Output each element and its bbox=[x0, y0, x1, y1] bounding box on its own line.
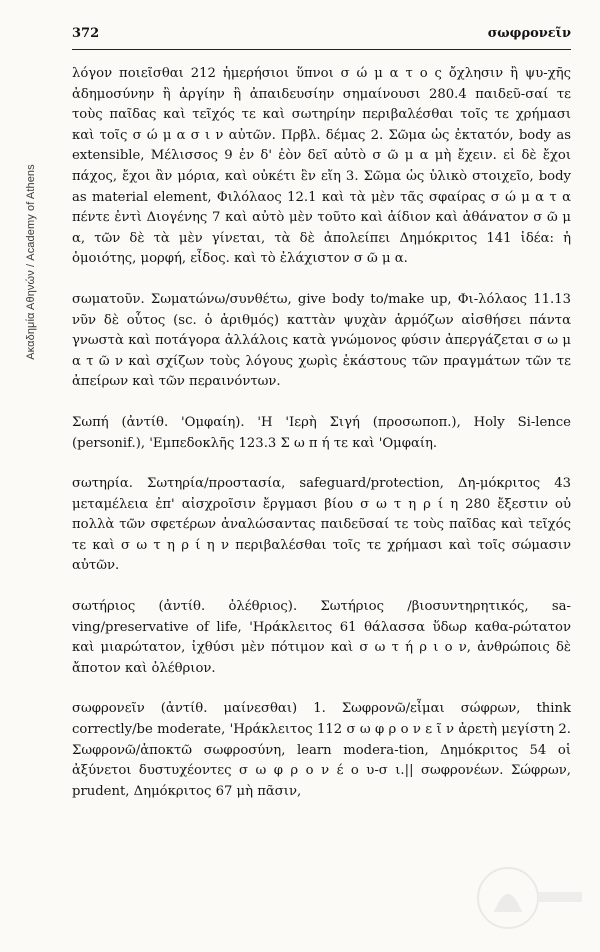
entry-text: Σωπή (ἀντίθ. 'Ομφαίη). 'Η 'Ιερὴ Σιγή (προσωποπ.), Holy Si-lence (personif.), 'Εμπεδοκλῆς 123.3 Σ ω π ή τε καὶ 'Ομφαίη. bbox=[72, 414, 571, 451]
entry-soteria bbox=[72, 474, 571, 577]
entry-text: σωφρονεῖν (ἀντίθ. μαίνεσθαι) 1. Σωφρονῶ/εἶμαι σώφρων, think correctly/be moderate, 'Ηράκλειτος 112 σ ω φ ρ ο ν ε ῖ ν ἀρετὴ μεγίστη 2. Σωφρονῶ/ἀποκτῶ σωφροσύνη, learn modera-tion, Δημόκριτος 54 οἱ ἀξύνετοι δυστυχέοντες σ ω φ ρ ο ν έ ο υ-σ ι.|| σωφρονέων. Σώφρων, prudent, Δημόκριτος 67 μὴ πᾶσιν, bbox=[72, 701, 571, 799]
entry-text: σωτήριος (ἀντίθ. ὀλέθριος). Σωτήριος /βιοσυντηρητικός, sa-ving/preservative of life, 'Ηράκλειτος 61 θάλασσα ὕδωρ καθα-ρώτατον καὶ μιαρώτατον, ἰχθύσι μὲν πότιμον καὶ σ ω τ ή ρ ι ο ν, ἀνθρώποις δὲ ἄποτον καὶ ὀλέθριον. bbox=[72, 599, 571, 676]
academy-seal-watermark bbox=[468, 862, 586, 934]
entry-sope bbox=[72, 413, 571, 454]
page-header bbox=[72, 24, 571, 44]
page-number: 372 bbox=[72, 26, 100, 41]
entry-somatoun bbox=[72, 290, 571, 393]
side-label: Ακαδημία Αθηνών / Academy of Athens bbox=[25, 164, 37, 360]
entry-text: σωτηρία. Σωτηρία/προστασία, safeguard/protection, Δη-μόκριτος 43 μεταμέλεια ἐπ' αἰσχροῖσιν ἔργμασι βίου σ ω τ η ρ ί η 280 ἔξεστιν οὐ πολλὰ τῶν σφετέρων ἀναλώσαντας παιδεῦσαί τε τοὺς παῖδας καὶ τεῖχός τε καὶ σ ω τ η ρ ί η ν περιβαλέσθαι τοῖς τε χρήμασι καὶ τοῖς σώμασιν αὐτῶν. bbox=[72, 476, 571, 574]
entry-soma-continued bbox=[72, 64, 571, 270]
running-head: σωφρονεῖν bbox=[487, 26, 571, 41]
entry-sophronein bbox=[72, 699, 571, 802]
entry-soterios bbox=[72, 597, 571, 679]
header-rule bbox=[72, 49, 571, 50]
entry-text: σωματοῦν. Σωματώνω/συνθέτω, give body to/make up, Φι-λόλαος 11.13 νῦν δὲ οὗτος (sc. ὁ ἀριθμός) καττὰν ψυχὰν ἁρμόζων αἰσθήσει πάντα γνωστὰ καὶ ποτάγορα ἀλλάλοις κατὰ γνώμονος φύσιν ἀπεργάζεται σ ω μ α τ ῶ ν καὶ σχίζων τοὺς λόγους χωρὶς ἑκάστους τῶν πραγμάτων τῶν τε ἀπείρων καὶ τῶν περαινόντων. bbox=[72, 291, 571, 390]
entry-text: λόγον ποιεῖσθαι 212 ἡμερήσιοι ὕπνοι σ ώ μ α τ ο ς ὄχλησιν ἢ ψυ-χῆς ἀδημοσύνην ἢ ἀργίην ἢ ἀπαιδευσίην σημαίνουσι 280.4 παιδεῦ-σαί τε τοὺς παῖδας καὶ τεῖχός τε καὶ σωτηρίην περιβαλέσθαι τοῖς τε χρήμασι καὶ τοῖς σ ώ μ α σ ι ν αὐτῶν. Πρβλ. δέμας 2. Σῶμα ὡς ἐκτατόν, body as extensible, Μέλισσος 9 ἐν δ' ἐὸν δεῖ αὐτὸ σ ῶ μ α μὴ ἔχειν. εἰ δὲ ἔχοι πάχος, ἔχοι ἂν μόρια, καὶ οὐκέτι ἓν εἴη 3. Σῶμα ὡς ὑλικὸ στοιχεῖο, body as material element, Φιλόλαος 12.1 καὶ τὰ μὲν τᾶς σφαίρας σ ώ μ α τ α πέντε ἐντὶ Διογένης 7 καὶ αὐτὸ μὲν τοῦτο καὶ ἀίδιον καὶ ἀθάνατον σ ῶ μ α, τῶν δὲ τὰ μὲν γίνεται, τὰ δὲ ἀπολείπει Δημόκριτος 141 ἰδέα: ἡ ὁμοιότης, μορφή, εἶδος. καὶ τὸ ἐλάχιστον σ ῶ μ α. bbox=[72, 66, 571, 267]
dictionary-content bbox=[72, 64, 571, 822]
